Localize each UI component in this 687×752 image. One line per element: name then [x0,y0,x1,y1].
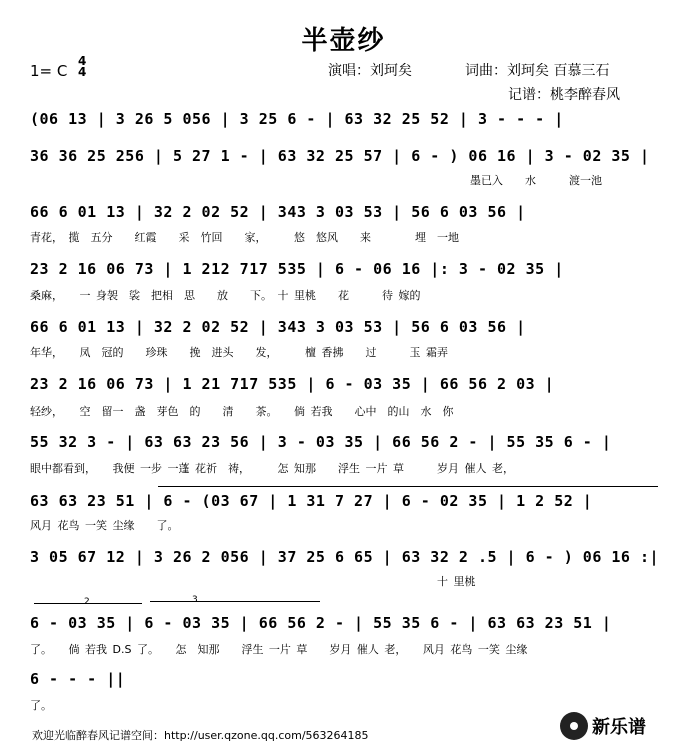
score-row-9: 3 05 67 12 | 3 26 2 056 | 37 25 6 65 | 63 32 2 .5 | 6 - ) 06 16 :| [30,548,660,566]
time-signature [78,56,86,78]
key-signature: 1= C [30,62,68,80]
lyric-row-7: 眼中都看到， 我便 一步 一蓬 花祈 祷， 怎 知那 浮生 一片 草 岁月 催人 老， [30,462,514,475]
time-signature-top: 4 [78,54,87,68]
logo-text: 新乐谱 [592,717,646,738]
score-row-8: 63 63 23 51 | 6 - (03 67 | 1 31 7 27 | 6 - 02 35 | 1 2 52 | [30,492,593,510]
song-title: 半壶纱 [301,26,386,56]
lyric-row-8: 风月 花鸟 一笑 尘缘 了。 [30,519,179,532]
score-row-3: 66 6 01 13 | 32 2 02 52 | 343 3 03 53 | 56 6 03 56 | [30,203,526,221]
lyric-row-4: 桑麻， 一 身袈 裟 把相 思 放 下。 十 里桃 花 待 嫁的 [30,289,421,302]
lyric-row-11: 了。 [30,699,52,712]
lyric-row-10: 了。 倘 若我 D.S 了。 怎 知那 浮生 一片 草 岁月 催人 老， 风月 花鸟 一笑 尘缘 [30,643,528,656]
record-disc-icon [560,712,588,740]
score-row-6: 23 2 16 06 73 | 1 21 717 535 | 6 - 03 35 | 66 56 2 03 | [30,375,555,393]
lyric-row-2: 墨已入 水 渡一池 [470,174,602,187]
time-signature-bottom: 4 [78,65,87,79]
footer-link-text: 欢迎光临醉春风记谱空间：http://user.qzone.qq.com/563264185 [32,729,369,742]
score-row-2: 36 36 25 256 | 5 27 1 - | 63 32 25 57 | 6 - ) 06 16 | 3 - 02 35 | [30,147,650,165]
lyric-row-5: 年华， 凤 冠的 珍珠 挽 进头 发， 檀 香拂 过 玉 霜弄 [30,346,448,359]
singer-credit: 演唱：刘珂矣 [328,63,412,79]
site-logo [560,712,646,740]
volta-label-2: 2 [84,597,90,607]
score-row-10: 6 - 03 35 | 6 - 03 35 | 66 56 2 - | 55 35 6 - | 63 63 23 51 | [30,614,612,632]
lyric-row-3: 青花， 揽 五分 红霞 采 竹回 家， 悠 悠风 来 埋 一地 [30,231,459,244]
volta-bracket-3 [150,601,320,602]
volta-bracket-1 [158,486,658,487]
score-row-4: 23 2 16 06 73 | 1 212 717 535 | 6 - 06 16 |: 3 - 02 35 | [30,260,564,278]
score-row-11: 6 - - - || [30,670,126,688]
score-row-7: 55 32 3 - | 63 63 23 56 | 3 - 03 35 | 66 56 2 - | 55 35 6 - | [30,433,612,451]
score-row-5: 66 6 01 13 | 32 2 02 52 | 343 3 03 53 | 56 6 03 56 | [30,318,526,336]
volta-label-3: 3 [192,595,198,605]
lyric-row-6: 轻纱， 空 留一 盏 芽色 的 清 茶。 倘 若我 心中 的山 水 你 [30,405,454,418]
score-row-1: (06 13 | 3 26 5 056 | 3 25 6 - | 63 32 25 52 | 3 - - - | [30,110,564,128]
composer-credit: 词曲：刘珂矣 百慕三石 [465,63,610,79]
lyric-row-9: 十 里桃 [30,575,476,588]
transcriber-credit: 记谱：桃李醉春风 [508,87,620,103]
